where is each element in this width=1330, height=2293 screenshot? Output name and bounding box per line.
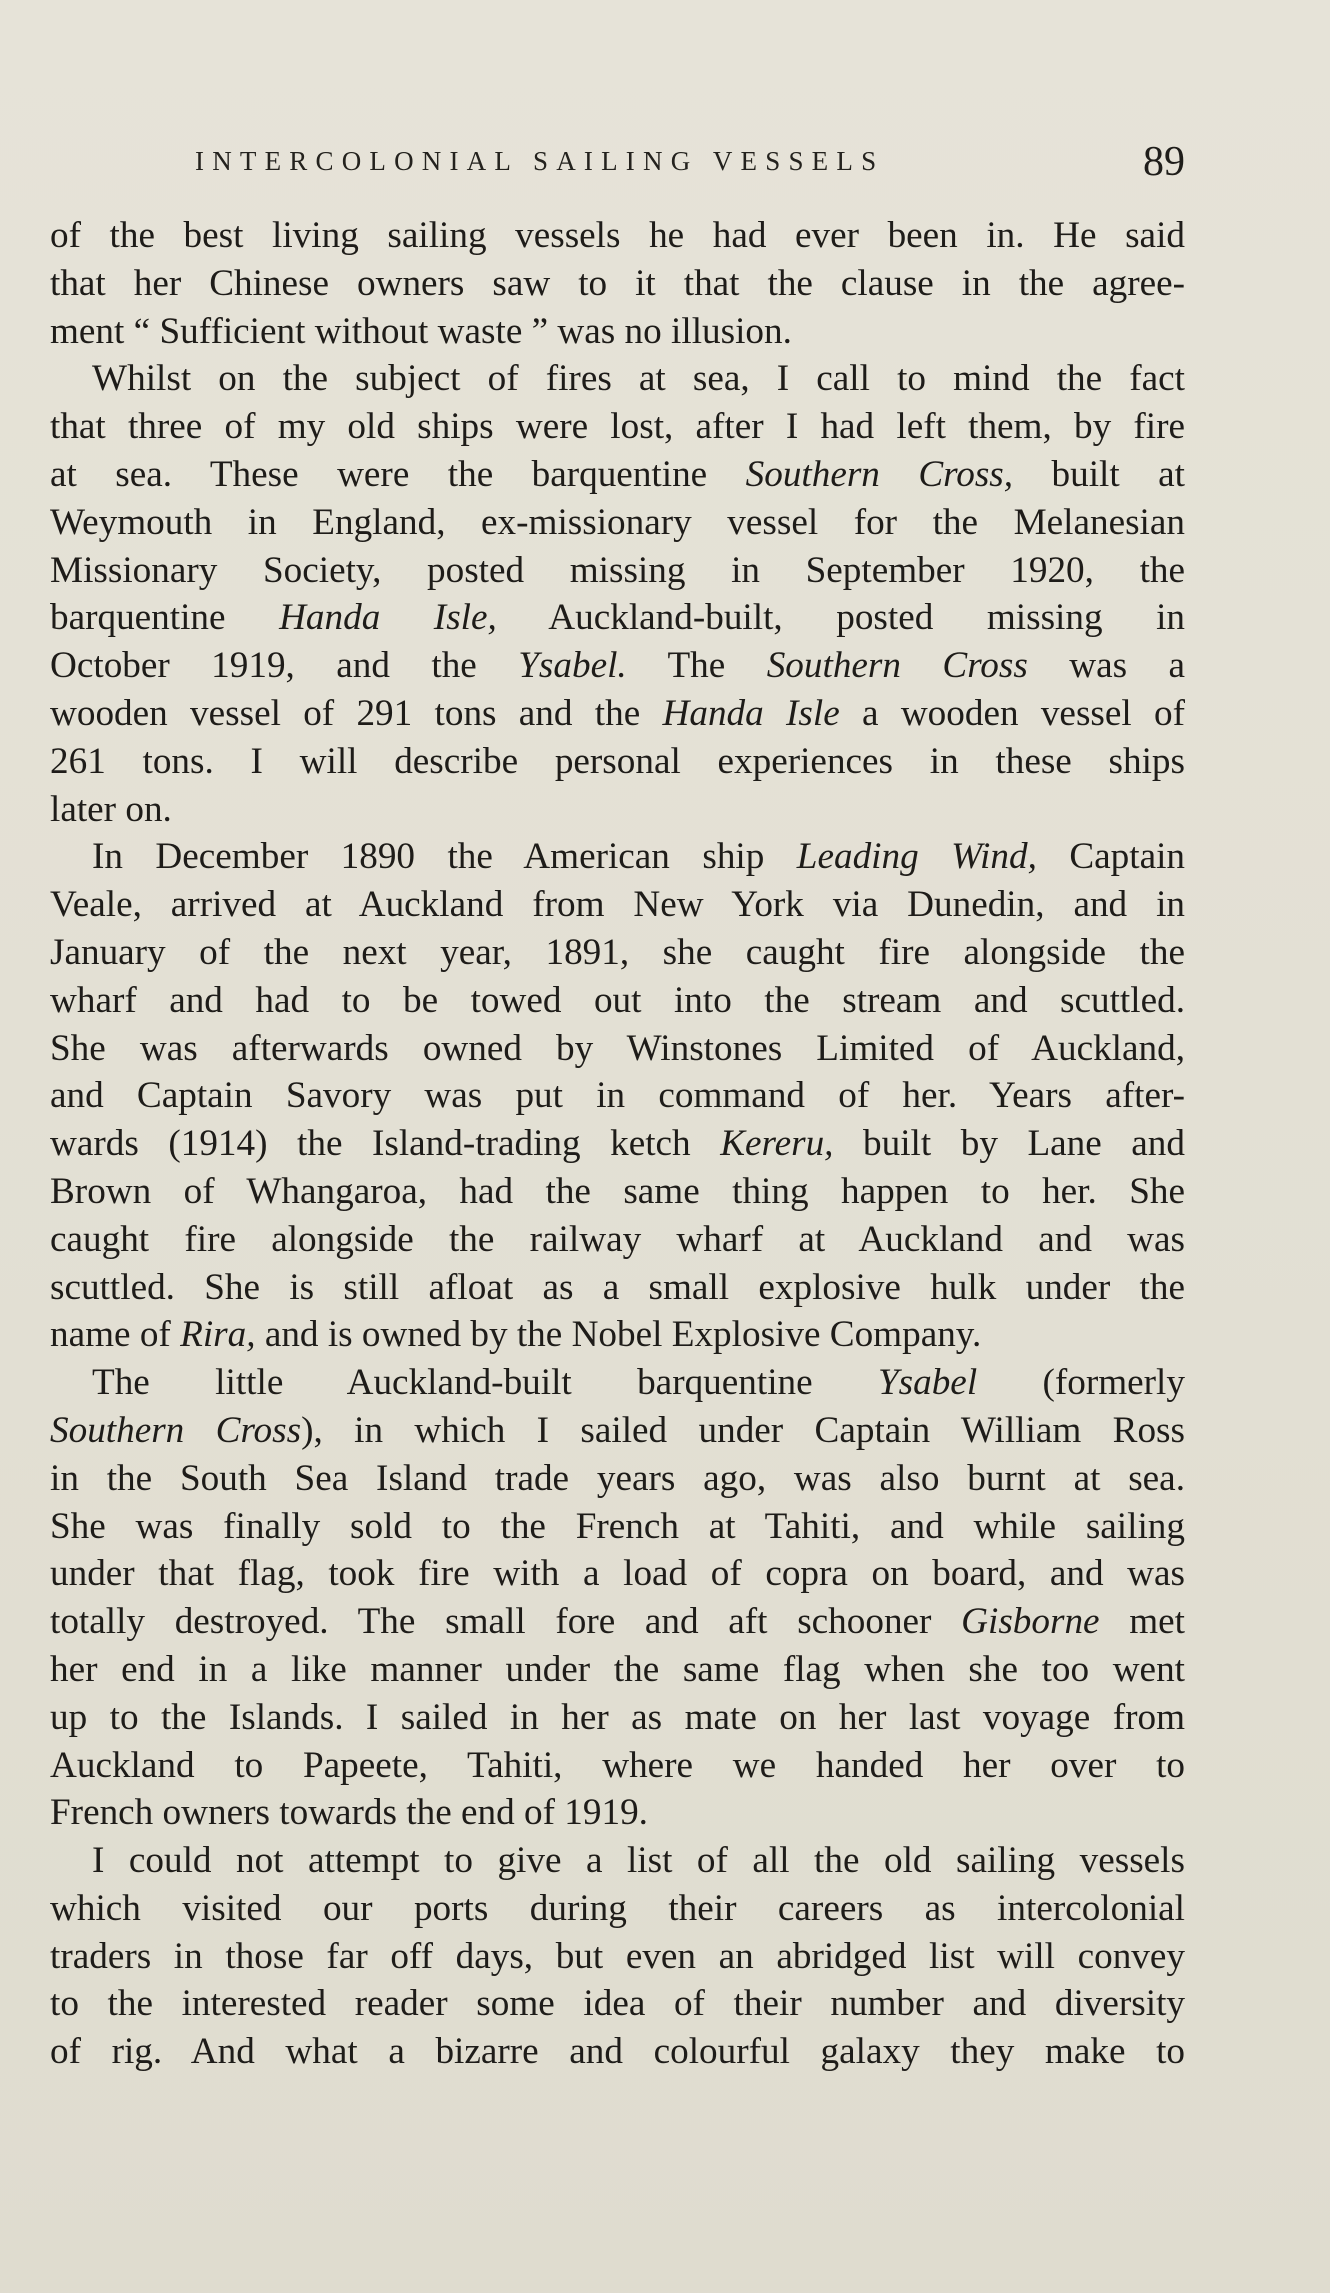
text-run: ), in which I sailed under Captain William Ross — [301, 1409, 1185, 1451]
italic-ship-name: Gisborne — [961, 1601, 1100, 1643]
text-run: to the interested reader some idea of their number and diversity — [50, 1983, 1185, 2025]
text-run: Veale, arrived at Auckland from New York via Dunedin, and in — [50, 884, 1185, 926]
text-run: totally destroyed. The small fore and aft schooner — [50, 1601, 962, 1643]
paragraph — [50, 1837, 1185, 2076]
text-line — [50, 547, 1185, 595]
text-line — [50, 1168, 1185, 1216]
text-run: Auckland to Papeete, Tahiti, where we handed her over to — [50, 1744, 1185, 1786]
text-run: wharf and had to be towed out into the stream and scuttled. — [50, 979, 1185, 1021]
text-line — [50, 1837, 1185, 1885]
text-line — [50, 1072, 1185, 1120]
page-number: 89 — [1143, 139, 1185, 185]
text-run: October 1919, and the — [50, 645, 519, 687]
text-run: built at — [1013, 453, 1185, 495]
text-run: of the best living sailing vessels he had ever been in. He said — [50, 215, 1185, 256]
text-run: was a — [1027, 645, 1185, 687]
text-run: The — [626, 645, 767, 687]
text-run: scuttled. She is still afloat as a small explosive hulk under the — [50, 1266, 1185, 1308]
text-run: built by Lane and — [833, 1123, 1185, 1165]
text-run: Captain — [1036, 836, 1186, 878]
italic-ship-name: Ysabel — [877, 1362, 978, 1404]
text-line — [50, 738, 1185, 786]
text-run: and Captain Savory was put in command of her. Years after- — [50, 1075, 1185, 1117]
body-text — [50, 212, 1185, 2076]
italic-ship-name: Kereru, — [720, 1123, 834, 1165]
paragraph — [50, 1359, 1185, 1837]
text-line — [50, 1789, 1185, 1837]
text-line — [50, 929, 1185, 977]
running-title: INTERCOLONIAL SAILING VESSELS — [195, 146, 885, 176]
text-run: traders in those far off days, but even an abridged list will convey — [50, 1935, 1185, 1977]
text-line — [50, 1025, 1185, 1073]
text-line — [50, 786, 1185, 834]
text-run: barquentine — [50, 597, 280, 639]
text-line — [50, 1216, 1185, 1264]
text-line — [50, 1120, 1185, 1168]
text-line — [50, 977, 1185, 1025]
text-line — [50, 1455, 1185, 1503]
text-run: ment “ Sufficient without waste ” was no illusion. — [50, 310, 792, 352]
text-run: under that flag, took fire with a load of copra on board, and was — [50, 1553, 1185, 1595]
paragraph — [50, 355, 1185, 833]
text-line — [50, 355, 1185, 403]
page-header — [50, 138, 1185, 198]
text-line — [50, 212, 1185, 260]
text-run: Auckland-built, posted missing in — [496, 597, 1185, 639]
text-run: Missionary Society, posted missing in September 1920, the — [50, 549, 1185, 591]
text-run: French owners towards the end of 1919. — [50, 1792, 648, 1834]
text-line — [50, 499, 1185, 547]
text-line — [50, 1311, 1185, 1359]
text-run: wards (1914) the Island-trading ketch — [50, 1123, 721, 1165]
text-run: and is owned by the Nobel Explosive Company. — [255, 1314, 982, 1356]
paragraph — [50, 833, 1185, 1359]
text-line — [50, 1550, 1185, 1598]
text-line — [50, 308, 1185, 356]
text-run: (formerly — [977, 1362, 1185, 1404]
text-line — [50, 1503, 1185, 1551]
text-run: up to the Islands. I sailed in her as mate on her last voyage from — [50, 1696, 1185, 1738]
text-line — [50, 1359, 1185, 1407]
text-run: She was afterwards owned by Winstones Limited of Auckland, — [50, 1027, 1185, 1069]
text-run: Weymouth in England, ex-missionary vessel for the Melanesian — [50, 501, 1185, 543]
text-run: of rig. And what a bizarre and colourful galaxy they make to — [50, 2031, 1185, 2073]
text-run: met — [1099, 1601, 1185, 1643]
italic-ship-name: Southern Cross — [766, 645, 1028, 687]
text-line — [50, 1885, 1185, 1933]
italic-ship-name: Southern Cross — [50, 1409, 302, 1451]
text-line — [50, 403, 1185, 451]
text-line — [50, 594, 1185, 642]
paragraph — [50, 212, 1185, 355]
text-run: a wooden vessel of — [839, 692, 1185, 734]
text-run: In December 1890 the American ship — [92, 836, 797, 878]
text-run: which visited our ports during their careers as intercolonial — [50, 1887, 1185, 1929]
text-run: 261 tons. I will describe personal experiences in these ships — [50, 740, 1185, 782]
text-line — [50, 1407, 1185, 1455]
text-run: January of the next year, 1891, she caught fire alongside the — [50, 931, 1185, 973]
text-line — [50, 2028, 1185, 2076]
italic-ship-name: Leading Wind, — [796, 836, 1037, 878]
italic-ship-name: Handa Isle — [662, 692, 840, 734]
text-run: name of — [50, 1314, 181, 1356]
text-line — [50, 1264, 1185, 1312]
text-run: that three of my old ships were lost, after I had left them, by fire — [50, 406, 1185, 448]
text-line — [50, 1646, 1185, 1694]
italic-ship-name: Rira, — [180, 1314, 256, 1356]
text-run: Brown of Whangaroa, had the same thing happen to her. She — [50, 1170, 1185, 1212]
text-line — [50, 833, 1185, 881]
text-run: I could not attempt to give a list of all the old sailing vessels — [92, 1840, 1185, 1882]
text-line — [50, 690, 1185, 738]
text-line — [50, 451, 1185, 499]
text-run: in the South Sea Island trade years ago, was also burnt at sea. — [50, 1457, 1185, 1499]
text-line — [50, 1742, 1185, 1790]
text-line — [50, 1933, 1185, 1981]
text-run: at sea. These were the barquentine — [50, 453, 746, 495]
italic-ship-name: Handa Isle, — [279, 597, 497, 639]
text-run: wooden vessel of 291 tons and the — [50, 692, 663, 734]
text-run: later on. — [50, 788, 172, 830]
text-line — [50, 1598, 1185, 1646]
text-line — [50, 260, 1185, 308]
italic-ship-name: Ysabel. — [518, 645, 627, 687]
text-run: Whilst on the subject of fires at sea, I call to mind the fact — [92, 358, 1185, 400]
text-line — [50, 881, 1185, 929]
text-run: She was finally sold to the French at Tahiti, and while sailing — [50, 1505, 1185, 1547]
italic-ship-name: Southern Cross, — [745, 453, 1014, 495]
text-run: that her Chinese owners saw to it that the clause in the agree- — [50, 262, 1185, 304]
text-run: The little Auckland-built barquentine — [92, 1362, 878, 1404]
text-line — [50, 1980, 1185, 2028]
text-line — [50, 642, 1185, 690]
text-run: her end in a like manner under the same flag when she too went — [50, 1648, 1185, 1690]
text-run: caught fire alongside the railway wharf at Auckland and was — [50, 1218, 1185, 1260]
text-line — [50, 1694, 1185, 1742]
